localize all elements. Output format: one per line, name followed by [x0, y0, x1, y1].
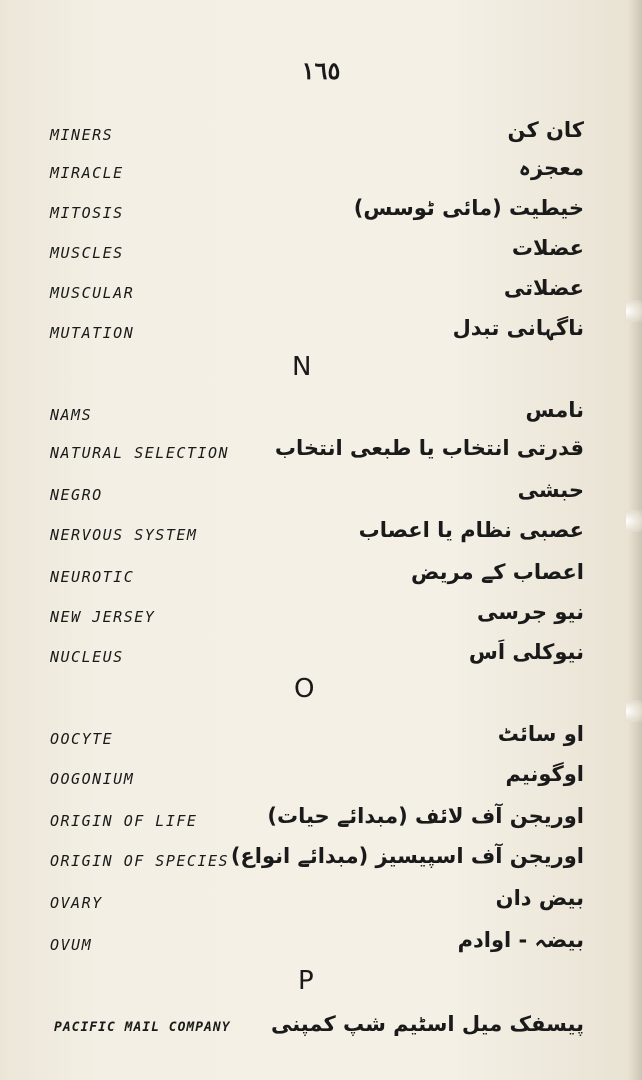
- glossary-row: [0, 436, 642, 470]
- english-term: MITOSIS: [50, 204, 124, 222]
- glossary-row: [0, 518, 642, 552]
- english-term: NUCLEUS: [50, 648, 124, 666]
- urdu-term: عضلات: [511, 236, 584, 260]
- glossary-row: [0, 1012, 642, 1046]
- glossary-row: [0, 316, 642, 350]
- glossary-row: [0, 398, 642, 432]
- glossary-row: [0, 118, 642, 152]
- urdu-term: بیض دان: [495, 886, 584, 910]
- glossary-row: [0, 600, 642, 634]
- urdu-term: اوریجن آف اسپیسیز (مبدائے انواع): [230, 844, 584, 868]
- english-term: NERVOUS SYSTEM: [50, 526, 198, 544]
- glossary-row: [0, 478, 642, 512]
- english-term: NEUROTIC: [50, 568, 135, 586]
- english-term: OOCYTE: [50, 730, 114, 748]
- english-term: ORIGIN OF SPECIES: [50, 852, 230, 870]
- urdu-term: بیضہ - اوادم: [457, 928, 584, 952]
- urdu-term: اوگونیم: [505, 762, 584, 786]
- english-term: NEW JERSEY: [50, 608, 156, 626]
- urdu-term: پیسفک میل اسٹیم شپ کمپنی: [270, 1012, 584, 1036]
- urdu-term: معجزہ: [518, 156, 584, 180]
- english-term: OVARY: [50, 894, 103, 912]
- glossary-row: [0, 276, 642, 310]
- urdu-term: قدرتی انتخاب یا طبعی انتخاب: [274, 436, 584, 460]
- english-term: OOGONIUM: [50, 770, 135, 788]
- english-term: MUTATION: [50, 324, 135, 342]
- english-term: MUSCULAR: [50, 284, 135, 302]
- glossary-row: [0, 762, 642, 796]
- glossary-row: [0, 236, 642, 270]
- urdu-term: عضلاتی: [503, 276, 584, 300]
- english-term: MIRACLE: [50, 164, 124, 182]
- urdu-term: کان کن: [507, 118, 584, 142]
- english-term: MINERS: [50, 126, 114, 144]
- urdu-term: عصبی نظام یا اعصاب: [358, 518, 584, 542]
- section-letter: O: [294, 674, 315, 704]
- urdu-term: نیوکلی اَس: [468, 640, 584, 664]
- glossary-row: [0, 196, 642, 230]
- section-letter: P: [298, 966, 314, 996]
- page-number: ١٦٥: [301, 56, 341, 85]
- glossary-row: [0, 560, 642, 594]
- binding-thread: [626, 700, 642, 722]
- urdu-term: خیطیت (مائی ٹوسس): [353, 196, 584, 220]
- english-term: MUSCLES: [50, 244, 124, 262]
- urdu-term: اوریجن آف لائف (مبدائے حیات): [267, 804, 584, 828]
- urdu-term: او سائٹ: [497, 722, 584, 746]
- glossary-row: [0, 640, 642, 674]
- english-term: OVUM: [50, 936, 93, 954]
- section-letter: N: [292, 352, 312, 382]
- english-term: ORIGIN OF LIFE: [50, 812, 198, 830]
- glossary-row: [0, 156, 642, 190]
- urdu-term: حبشی: [517, 478, 584, 502]
- glossary-row: [0, 928, 642, 962]
- glossary-row: [0, 722, 642, 756]
- english-term: NAMS: [50, 406, 93, 424]
- glossary-row: [0, 804, 642, 838]
- glossary-row: [0, 886, 642, 920]
- urdu-term: نامس: [525, 398, 584, 422]
- english-term: NEGRO: [50, 486, 103, 504]
- urdu-term: اعصاب کے مریض: [411, 560, 584, 584]
- english-term: NATURAL SELECTION: [50, 444, 230, 462]
- urdu-term: نیو جرسی: [476, 600, 584, 624]
- english-term: PACIFIC MAIL COMPANY: [54, 1020, 231, 1035]
- glossary-row: [0, 844, 642, 878]
- urdu-term: ناگہانی تبدل: [452, 316, 584, 340]
